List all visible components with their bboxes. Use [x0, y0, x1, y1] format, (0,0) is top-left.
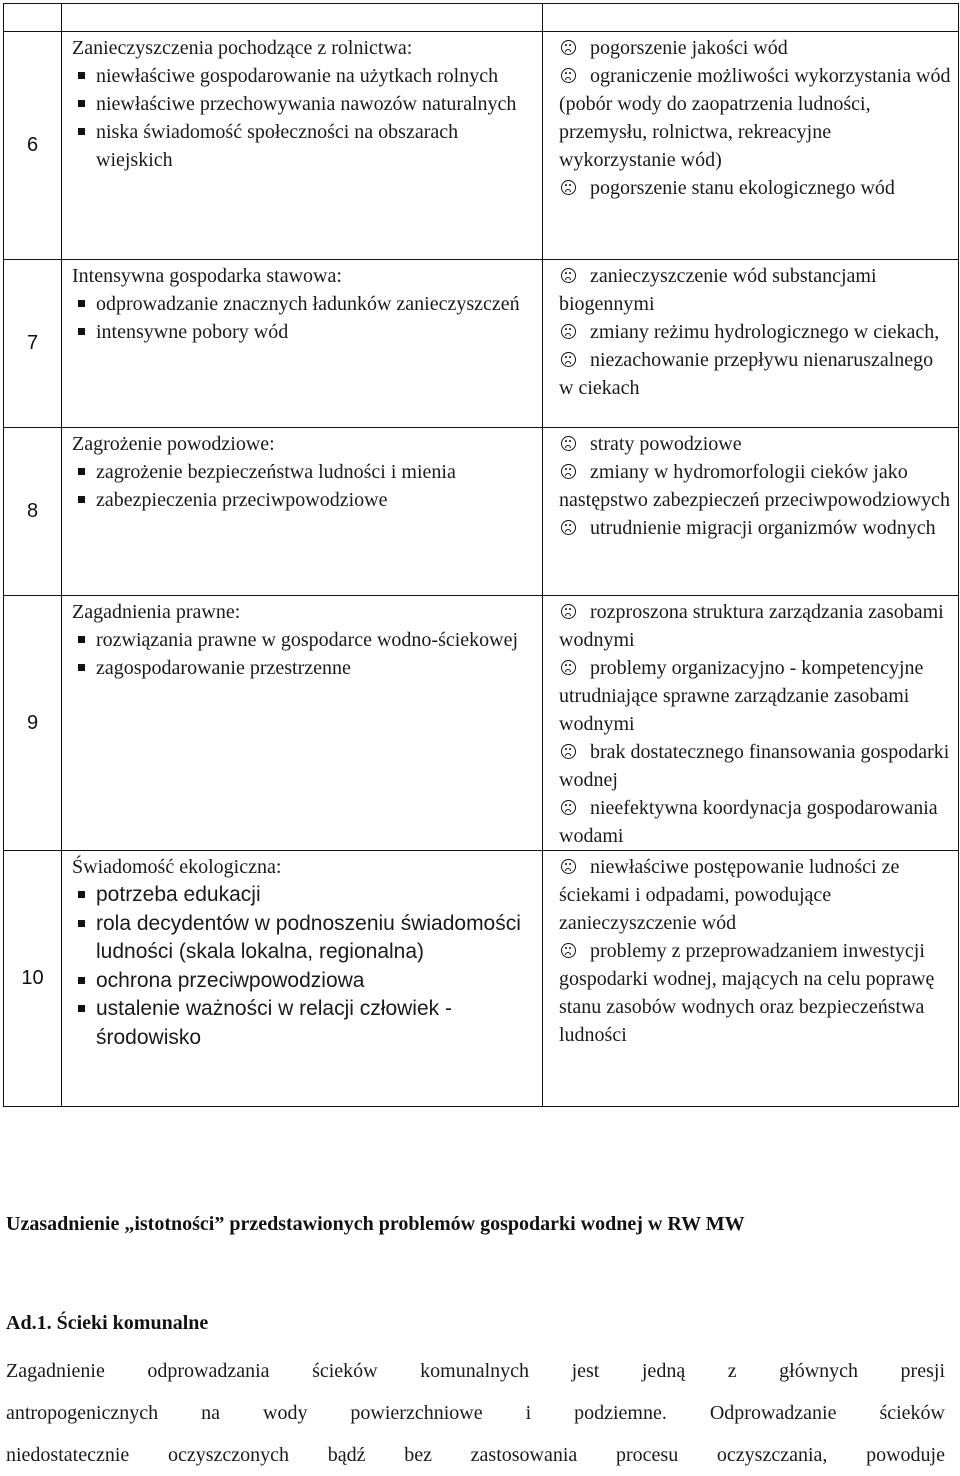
list-item: pogorszenie jakości wód — [559, 34, 952, 62]
row-number: 8 — [4, 428, 62, 596]
effect-cell — [543, 428, 959, 596]
cause-heading: Zagadnienia prawne: — [72, 601, 241, 623]
effect-list — [559, 34, 952, 202]
effect-list — [559, 853, 952, 1049]
paragraph-line: antropogenicznych na wody powierzchniowe i podziemne. Odprowadzanie ścieków — [6, 1402, 945, 1424]
effect-list — [559, 262, 952, 402]
list-item: straty powodziowe — [559, 430, 952, 458]
row-number: 6 — [4, 32, 62, 260]
frown-icon — [561, 800, 576, 815]
row-number: 7 — [4, 260, 62, 428]
list-item: pogorszenie stanu ekologicznego wód — [559, 174, 952, 202]
body-paragraph — [6, 1350, 945, 1476]
cause-cell — [62, 260, 543, 428]
list-item: problemy z przeprowadzaniem inwestycji gospodarki wodnej, mających na celu poprawę stanu zasobów wodnych oraz bezpieczeństwa ludności — [559, 940, 935, 1046]
list-item: brak dostatecznego finansowania gospodarki wodnej — [559, 741, 950, 791]
cause-cell — [62, 32, 543, 260]
cause-heading: Zanieczyszczenia pochodzące z rolnictwa: — [72, 37, 413, 59]
list-item: zanieczyszczenie wód substancjami biogennymi — [559, 265, 877, 315]
list-item: utrudnienie migracji organizmów wodnych — [559, 514, 952, 542]
table-row — [4, 32, 959, 260]
list-item: rola decydentów w podnoszeniu świadomości ludności (skala lokalna, regionalna) — [72, 910, 536, 967]
frown-icon — [561, 268, 576, 283]
cause-list — [72, 626, 536, 682]
cause-heading: Świadomość ekologiczna: — [72, 856, 282, 878]
list-item: niska świadomość społeczności na obszarach wiejskich — [72, 118, 536, 174]
frown-icon — [561, 68, 576, 83]
list-item: ochrona przeciwpowodziowa — [72, 967, 536, 996]
row-number: 10 — [4, 851, 62, 1107]
frown-icon — [561, 520, 576, 535]
list-item: zmiany w hydromorfologii cieków jako następstwo zabezpieczeń przeciwpowodziowych — [559, 461, 950, 511]
cause-cell — [62, 428, 543, 596]
frown-icon — [561, 859, 576, 874]
frown-icon — [561, 40, 576, 55]
list-item: nieefektywna koordynacja gospodarowania wodami — [559, 797, 938, 847]
list-item: rozproszona struktura zarządzania zasobami wodnymi — [559, 601, 944, 651]
cause-cell — [62, 4, 543, 32]
frown-icon — [561, 464, 576, 479]
frown-icon — [561, 604, 576, 619]
paragraph-line: niedostatecznie oczyszczonych bądź bez zastosowania procesu oczyszczania, powoduje — [6, 1444, 945, 1466]
frown-icon — [561, 436, 576, 451]
cause-heading: Intensywna gospodarka stawowa: — [72, 265, 342, 287]
cause-list — [72, 458, 536, 514]
effect-cell — [543, 260, 959, 428]
subsection-heading: Ad.1. Ścieki komunalne — [6, 1312, 209, 1334]
table-row — [4, 596, 959, 851]
effect-list — [559, 430, 952, 542]
frown-icon — [561, 660, 576, 675]
list-item: niezachowanie przepływu nienaruszalnego w ciekach — [559, 349, 934, 399]
list-item: zagrożenie bezpieczeństwa ludności i mienia — [72, 458, 536, 486]
list-item: niewłaściwe gospodarowanie na użytkach rolnych — [72, 62, 536, 90]
cause-heading: Zagrożenie powodziowe: — [72, 433, 275, 455]
table-row — [4, 4, 959, 32]
cause-list — [72, 62, 536, 174]
list-item: odprowadzanie znacznych ładunków zanieczyszczeń — [72, 290, 536, 318]
frown-icon — [561, 180, 576, 195]
list-item: potrzeba edukacji — [72, 881, 536, 910]
list-item: niewłaściwe postępowanie ludności ze ściekami i odpadami, powodujące zanieczyszczenie wód — [559, 856, 900, 934]
frown-icon — [561, 324, 576, 339]
paragraph-line: Zagadnienie odprowadzania ścieków komunalnych jest jedną z głównych presji — [6, 1360, 945, 1382]
frown-icon — [561, 744, 576, 759]
problems-table — [3, 3, 959, 1107]
frown-icon — [561, 352, 576, 367]
section-heading: Uzasadnienie „istotności” przedstawionych problemów gospodarki wodnej w RW MW — [6, 1213, 745, 1235]
list-item: intensywne pobory wód — [72, 318, 536, 346]
table-row — [4, 428, 959, 596]
effect-cell — [543, 851, 959, 1107]
row-number — [4, 4, 62, 32]
list-item: zagospodarowanie przestrzenne — [72, 654, 536, 682]
frown-icon — [561, 943, 576, 958]
cause-cell — [62, 596, 543, 851]
cause-list — [72, 881, 536, 1052]
table-row — [4, 851, 959, 1107]
table-row — [4, 260, 959, 428]
list-item: problemy organizacyjno - kompetencyjne utrudniające sprawne zarządzanie zasobami wodnymi — [559, 657, 924, 735]
list-item: ustalenie ważności w relacji człowiek - środowisko — [72, 995, 536, 1052]
effect-cell — [543, 596, 959, 851]
effect-cell — [543, 32, 959, 260]
cause-cell — [62, 851, 543, 1107]
cause-list — [72, 290, 536, 346]
list-item: ograniczenie możliwości wykorzystania wód (pobór wody do zaopatrzenia ludności, przemysłu, rolnictwa, rekreacyjne wykorzystanie wód) — [559, 65, 951, 171]
row-number: 9 — [4, 596, 62, 851]
list-item: rozwiązania prawne w gospodarce wodno-ściekowej — [72, 626, 536, 654]
list-item: zmiany reżimu hydrologicznego w ciekach, — [559, 318, 952, 346]
list-item: niewłaściwe przechowywania nawozów naturalnych — [72, 90, 536, 118]
list-item: zabezpieczenia przeciwpowodziowe — [72, 486, 536, 514]
effect-list — [559, 598, 952, 850]
effect-cell — [543, 4, 959, 32]
